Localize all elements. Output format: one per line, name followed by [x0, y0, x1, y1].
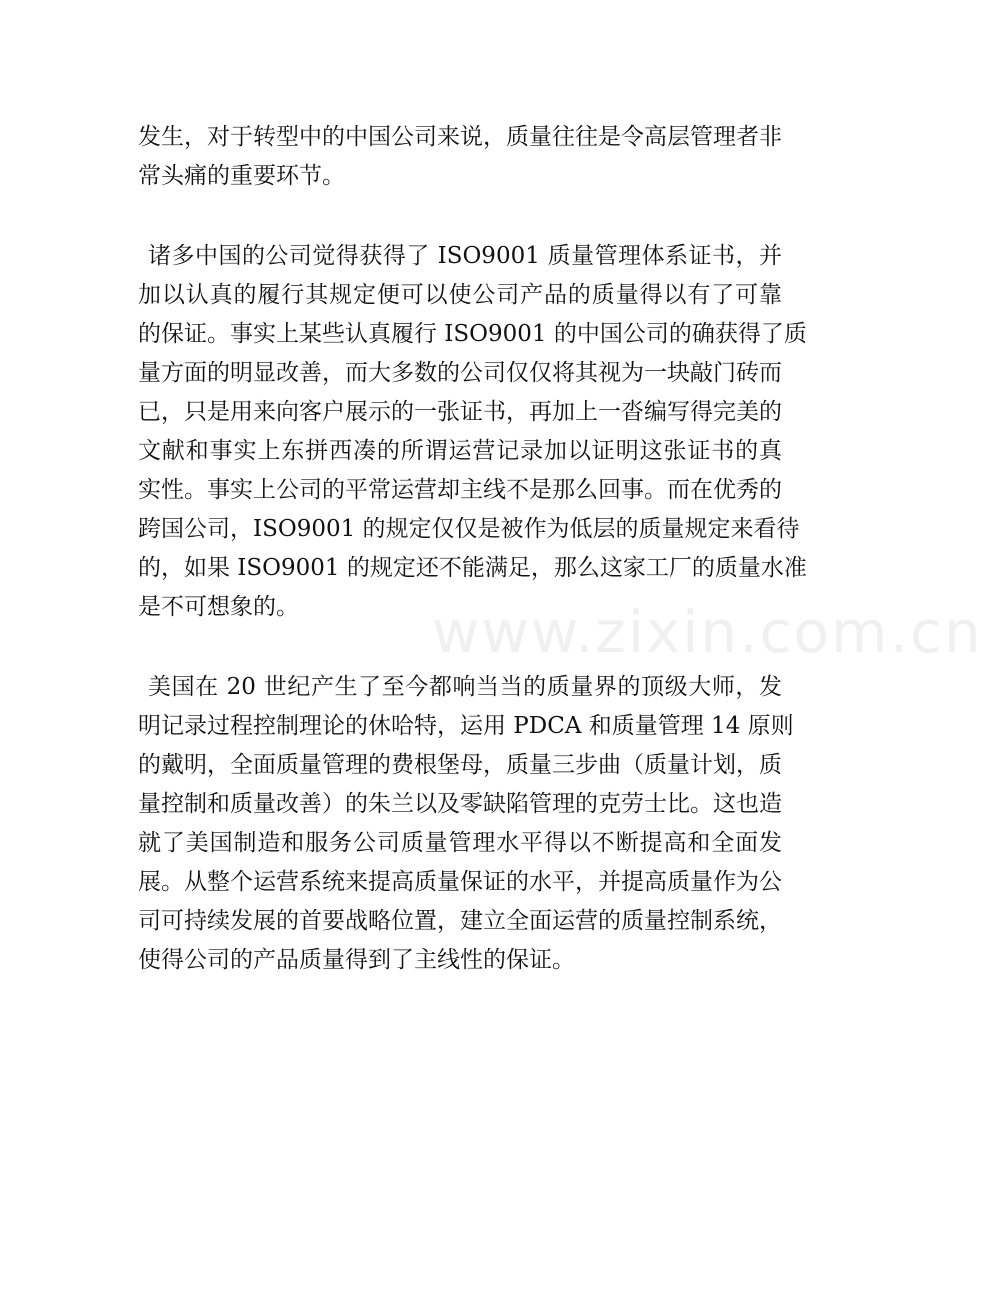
paragraph-line: 明记录过程控制理论的休哈特，运用 PDCA 和质量管理 14 原则: [138, 713, 794, 739]
paragraph-line: 的，如果 ISO9001 的规定还不能满足，那么这家工厂的质量水准: [138, 555, 807, 581]
paragraph-line: 常头痛的重要环节。: [138, 163, 345, 189]
paragraph-line: 发生，对于转型中的中国公司来说，质量往往是令高层管理者非: [138, 124, 782, 150]
paragraph-line: 使得公司的产品质量得到了主线性的保证。: [138, 947, 575, 973]
paragraph-line: 是不可想象的。: [138, 594, 299, 620]
paragraph-line: 文献和事实上东拼西凑的所谓运营记录加以证明这张证书的真: [138, 438, 782, 464]
watermark: www.zixin.com.cn: [432, 598, 983, 666]
paragraph-line: 就了美国制造和服务公司质量管理水平得以不断提高和全面发: [138, 830, 782, 856]
paragraph-line: 实性。事实上公司的平常运营却主线不是那么回事。而在优秀的: [138, 477, 782, 503]
paragraph-line: 诸多中国的公司觉得获得了 ISO9001 质量管理体系证书，并: [148, 243, 782, 269]
paragraph-line: 量方面的明显改善，而大多数的公司仅仅将其视为一块敲门砖而: [138, 360, 782, 386]
paragraph-line: 跨国公司，ISO9001 的规定仅仅是被作为低层的质量规定来看待: [138, 516, 800, 542]
paragraph-line: 的保证。事实上某些认真履行 ISO9001 的中国公司的确获得了质: [138, 321, 807, 347]
document-body: [138, 118, 807, 980]
paragraph-3: [138, 668, 794, 980]
paragraph-line: 量控制和质量改善）的朱兰以及零缺陷管理的克劳士比。这也造: [138, 791, 782, 817]
paragraph-line: 已，只是用来向客户展示的一张证书，再加上一沓编写得完美的: [138, 399, 782, 425]
paragraph-line: 的戴明，全面质量管理的费根堡母，质量三步曲（质量计划，质: [138, 752, 782, 778]
paragraph-line: 司可持续发展的首要战略位置，建立全面运营的质量控制系统，: [138, 908, 782, 934]
paragraph-line: 展。从整个运营系统来提高质量保证的水平，并提高质量作为公: [138, 869, 782, 895]
paragraph-1: [138, 118, 782, 196]
paragraph-line: 加以认真的履行其规定便可以使公司产品的质量得以有了可靠: [138, 282, 782, 308]
paragraph-2: [138, 237, 807, 627]
paragraph-line: 美国在 20 世纪产生了至今都响当当的质量界的顶级大师，发: [148, 674, 782, 700]
